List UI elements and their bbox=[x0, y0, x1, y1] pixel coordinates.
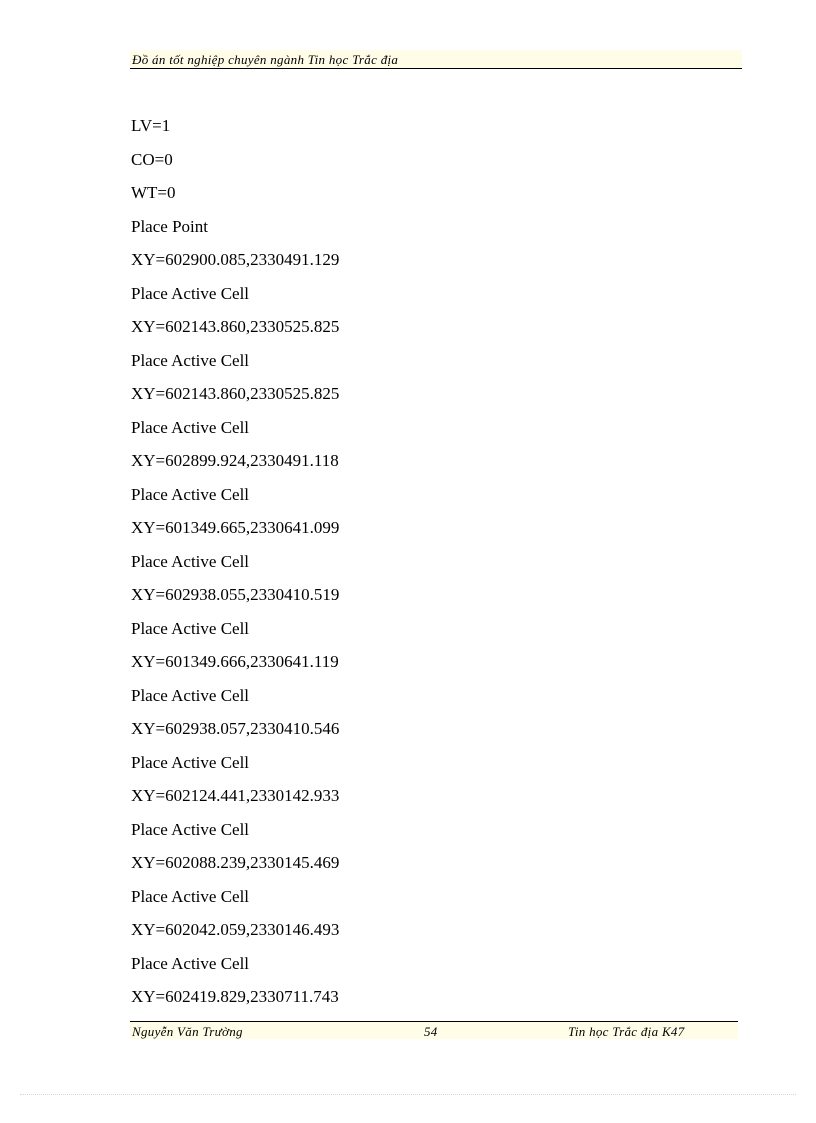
page-header bbox=[130, 50, 742, 69]
page-number: 54 bbox=[424, 1024, 438, 1039]
text-line: Place Active Cell bbox=[131, 618, 250, 638]
text-line: XY=602938.057,2330410.546 bbox=[131, 719, 340, 738]
text-line: Place Active Cell bbox=[131, 953, 250, 973]
text-line: Place Active Cell bbox=[131, 417, 250, 437]
text-line: Place Active Cell bbox=[131, 484, 250, 504]
page-edge-divider bbox=[20, 1094, 796, 1095]
text-line: Place Active Cell bbox=[131, 886, 250, 906]
text-line: XY=602938.055,2330410.519 bbox=[131, 585, 340, 604]
header-title: Đồ án tốt nghiệp chuyên ngành Tin học Trắc địa bbox=[132, 52, 399, 67]
text-line: WT=0 bbox=[131, 183, 176, 202]
text-line: XY=602899.924,2330491.118 bbox=[131, 451, 339, 470]
text-line: XY=602042.059,2330146.493 bbox=[131, 920, 340, 939]
text-line: XY=602143.860,2330525.825 bbox=[131, 317, 340, 336]
text-line: XY=601349.665,2330641.099 bbox=[131, 518, 340, 537]
text-line: XY=602900.085,2330491.129 bbox=[131, 250, 340, 269]
text-line: Place Active Cell bbox=[131, 283, 250, 303]
footer-author: Nguyễn Văn Trường bbox=[132, 1024, 243, 1039]
text-line: XY=602143.860,2330525.825 bbox=[131, 384, 340, 403]
text-line: LV=1 bbox=[131, 116, 171, 135]
text-line: Place Active Cell bbox=[131, 685, 250, 705]
text-line: XY=601349.666,2330641.119 bbox=[131, 652, 339, 671]
text-line: Place Active Cell bbox=[131, 819, 250, 839]
document-body bbox=[131, 114, 731, 1019]
text-line: Place Active Cell bbox=[131, 350, 250, 370]
text-line: XY=602124.441,2330142.933 bbox=[131, 786, 340, 805]
text-line: CO=0 bbox=[131, 149, 173, 169]
text-line: XY=602088.239,2330145.469 bbox=[131, 853, 340, 872]
text-line: Place Active Cell bbox=[131, 752, 250, 772]
text-line: Place Active Cell bbox=[131, 551, 250, 571]
footer-course: Tin học Trắc địa K47 bbox=[568, 1024, 685, 1039]
text-line: XY=602419.829,2330711.743 bbox=[131, 987, 339, 1006]
page-footer bbox=[130, 1021, 738, 1039]
text-line: Place Point bbox=[131, 216, 208, 236]
